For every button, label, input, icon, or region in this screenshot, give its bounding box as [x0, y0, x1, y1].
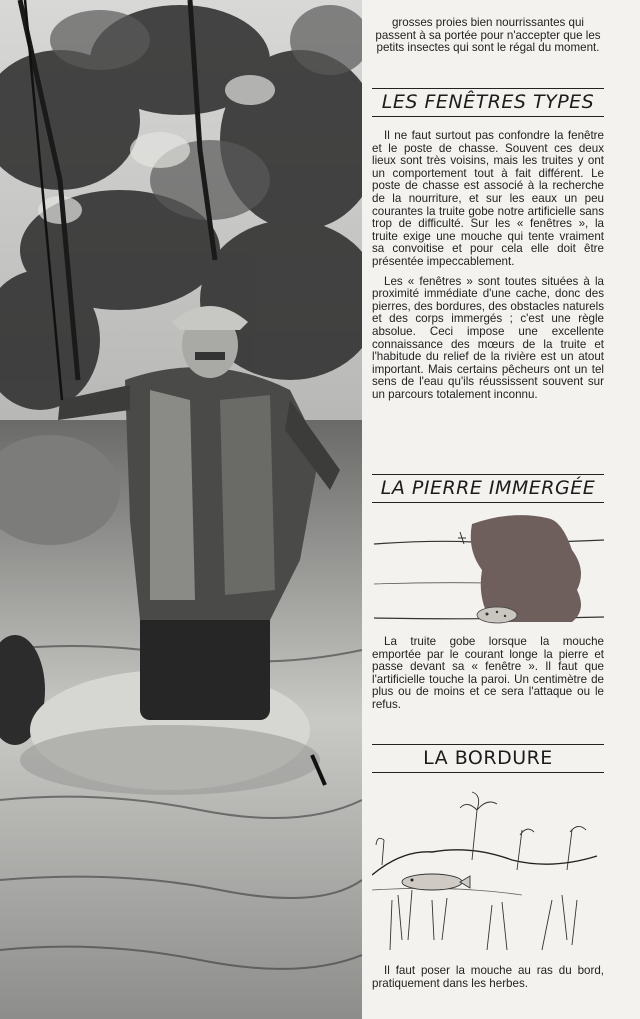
- heading-rule-bottom: [372, 502, 604, 503]
- bank-illustration: [372, 790, 604, 960]
- caption: La truite gobe lorsque la mouche emportée par le courant longe la pierre et passe devant sa « fenêtre ». Il faut que l'artificielle touche la paroi. Un centimètre de plus ou de moins et ce sera l'attaque ou le refus.: [372, 635, 604, 711]
- section-fenetres-types: [372, 88, 604, 117]
- section-title: LES FENÊTRES TYPES: [381, 91, 595, 113]
- heading-rule-top: [372, 474, 604, 475]
- intro-text: grosses proies bien nourrissantes qui passent à sa portée pour n'accepter que les petits insectes qui sont le régal du moment.: [375, 16, 601, 55]
- stone-illustration: [372, 510, 604, 630]
- section-pierre-immergee: [372, 474, 604, 503]
- heading-rule-bottom: [372, 116, 604, 117]
- text-column: [372, 0, 604, 1019]
- section-title: LA PIERRE IMMERGÉE: [380, 477, 596, 499]
- caption: Il faut poser la mouche au ras du bord, pratiquement dans les herbes.: [372, 964, 604, 990]
- heading-rule-top: [372, 744, 604, 745]
- paragraph: Les « fenêtres » sont toutes situées à la proximité immédiate d'une cache, donc des pierres, des bordures, des obstacles naturels et des corps immergés ; c'est une règle absolue. Ceci impose une excellente connaissance des mœurs de la truite et l'habitude du relief de la rivière est un atout important. Mais certains pêcheurs ont un tel sens de l'eau qu'ils réussissent souvent sur un parcours totalement inconnu.: [372, 274, 604, 401]
- heading-rule-top: [372, 88, 604, 89]
- section-title: LA BORDURE: [423, 747, 553, 769]
- section-bordure: [372, 744, 604, 773]
- heading-rule-bottom: [372, 772, 604, 773]
- paragraph: Il ne faut surtout pas confondre la fenêtre et le poste de chasse. Souvent ces deux lieux sont très voisins, mais les truites y ont un comportement tout à fait différent. Le poste de chasse est associé à la recherche de la nourriture, et sur les eaux un peu courantes la truite gobe notre artificielle sans trop de difficulté. Sur les « fenêtres », la truite exige une mouche qui tente vraiment sa convoitise et pour cela elle doit être présentée impeccablement.: [372, 129, 604, 268]
